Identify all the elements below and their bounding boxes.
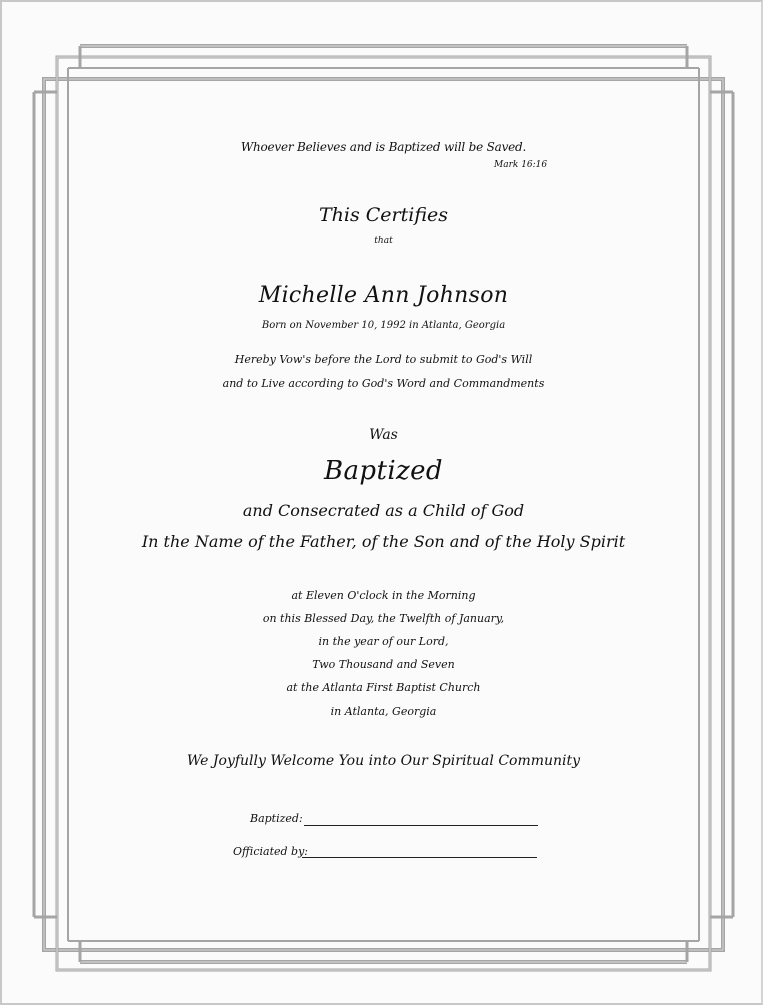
was-text: Was <box>369 427 398 443</box>
officiated-signature-line[interactable] <box>302 857 537 858</box>
baptized-heading: Baptized <box>324 456 443 486</box>
recipient-name: Michelle Ann Johnson <box>258 283 509 308</box>
certifies-heading: This Certifies <box>318 204 449 226</box>
detail-line: in the year of our Lord, <box>318 635 449 648</box>
welcome-text: We Joyfully Welcome You into Our Spiritual Community <box>186 753 581 769</box>
baptized-signature-line[interactable] <box>304 825 538 826</box>
baptized-signature-label: Baptized: <box>250 812 303 825</box>
trinity-text: In the Name of the Father, of the Son and of the Holy Spirit <box>141 532 626 551</box>
officiated-signature-label: Officiated by: <box>233 845 308 858</box>
vow-line-2: and to Live according to God's Word and Commandments <box>222 377 545 390</box>
detail-line: Two Thousand and Seven <box>312 658 455 671</box>
consecrated-text: and Consecrated as a Child of God <box>242 501 525 520</box>
detail-line: at the Atlanta First Baptist Church <box>286 681 481 694</box>
scripture-verse: Whoever Believes and is Baptized will be Saved. <box>240 140 527 154</box>
that-text: that <box>374 236 393 246</box>
birth-details: Born on November 10, 1992 in Atlanta, Georgia <box>261 320 506 331</box>
verse-reference: Mark 16:16 <box>494 160 548 170</box>
detail-line: at Eleven O'clock in the Morning <box>291 589 476 602</box>
detail-line: on this Blessed Day, the Twelfth of January, <box>262 612 505 625</box>
detail-line: in Atlanta, Georgia <box>330 705 437 718</box>
vow-line-1: Hereby Vow's before the Lord to submit to God's Will <box>234 353 533 366</box>
certificate-content <box>2 2 763 1005</box>
